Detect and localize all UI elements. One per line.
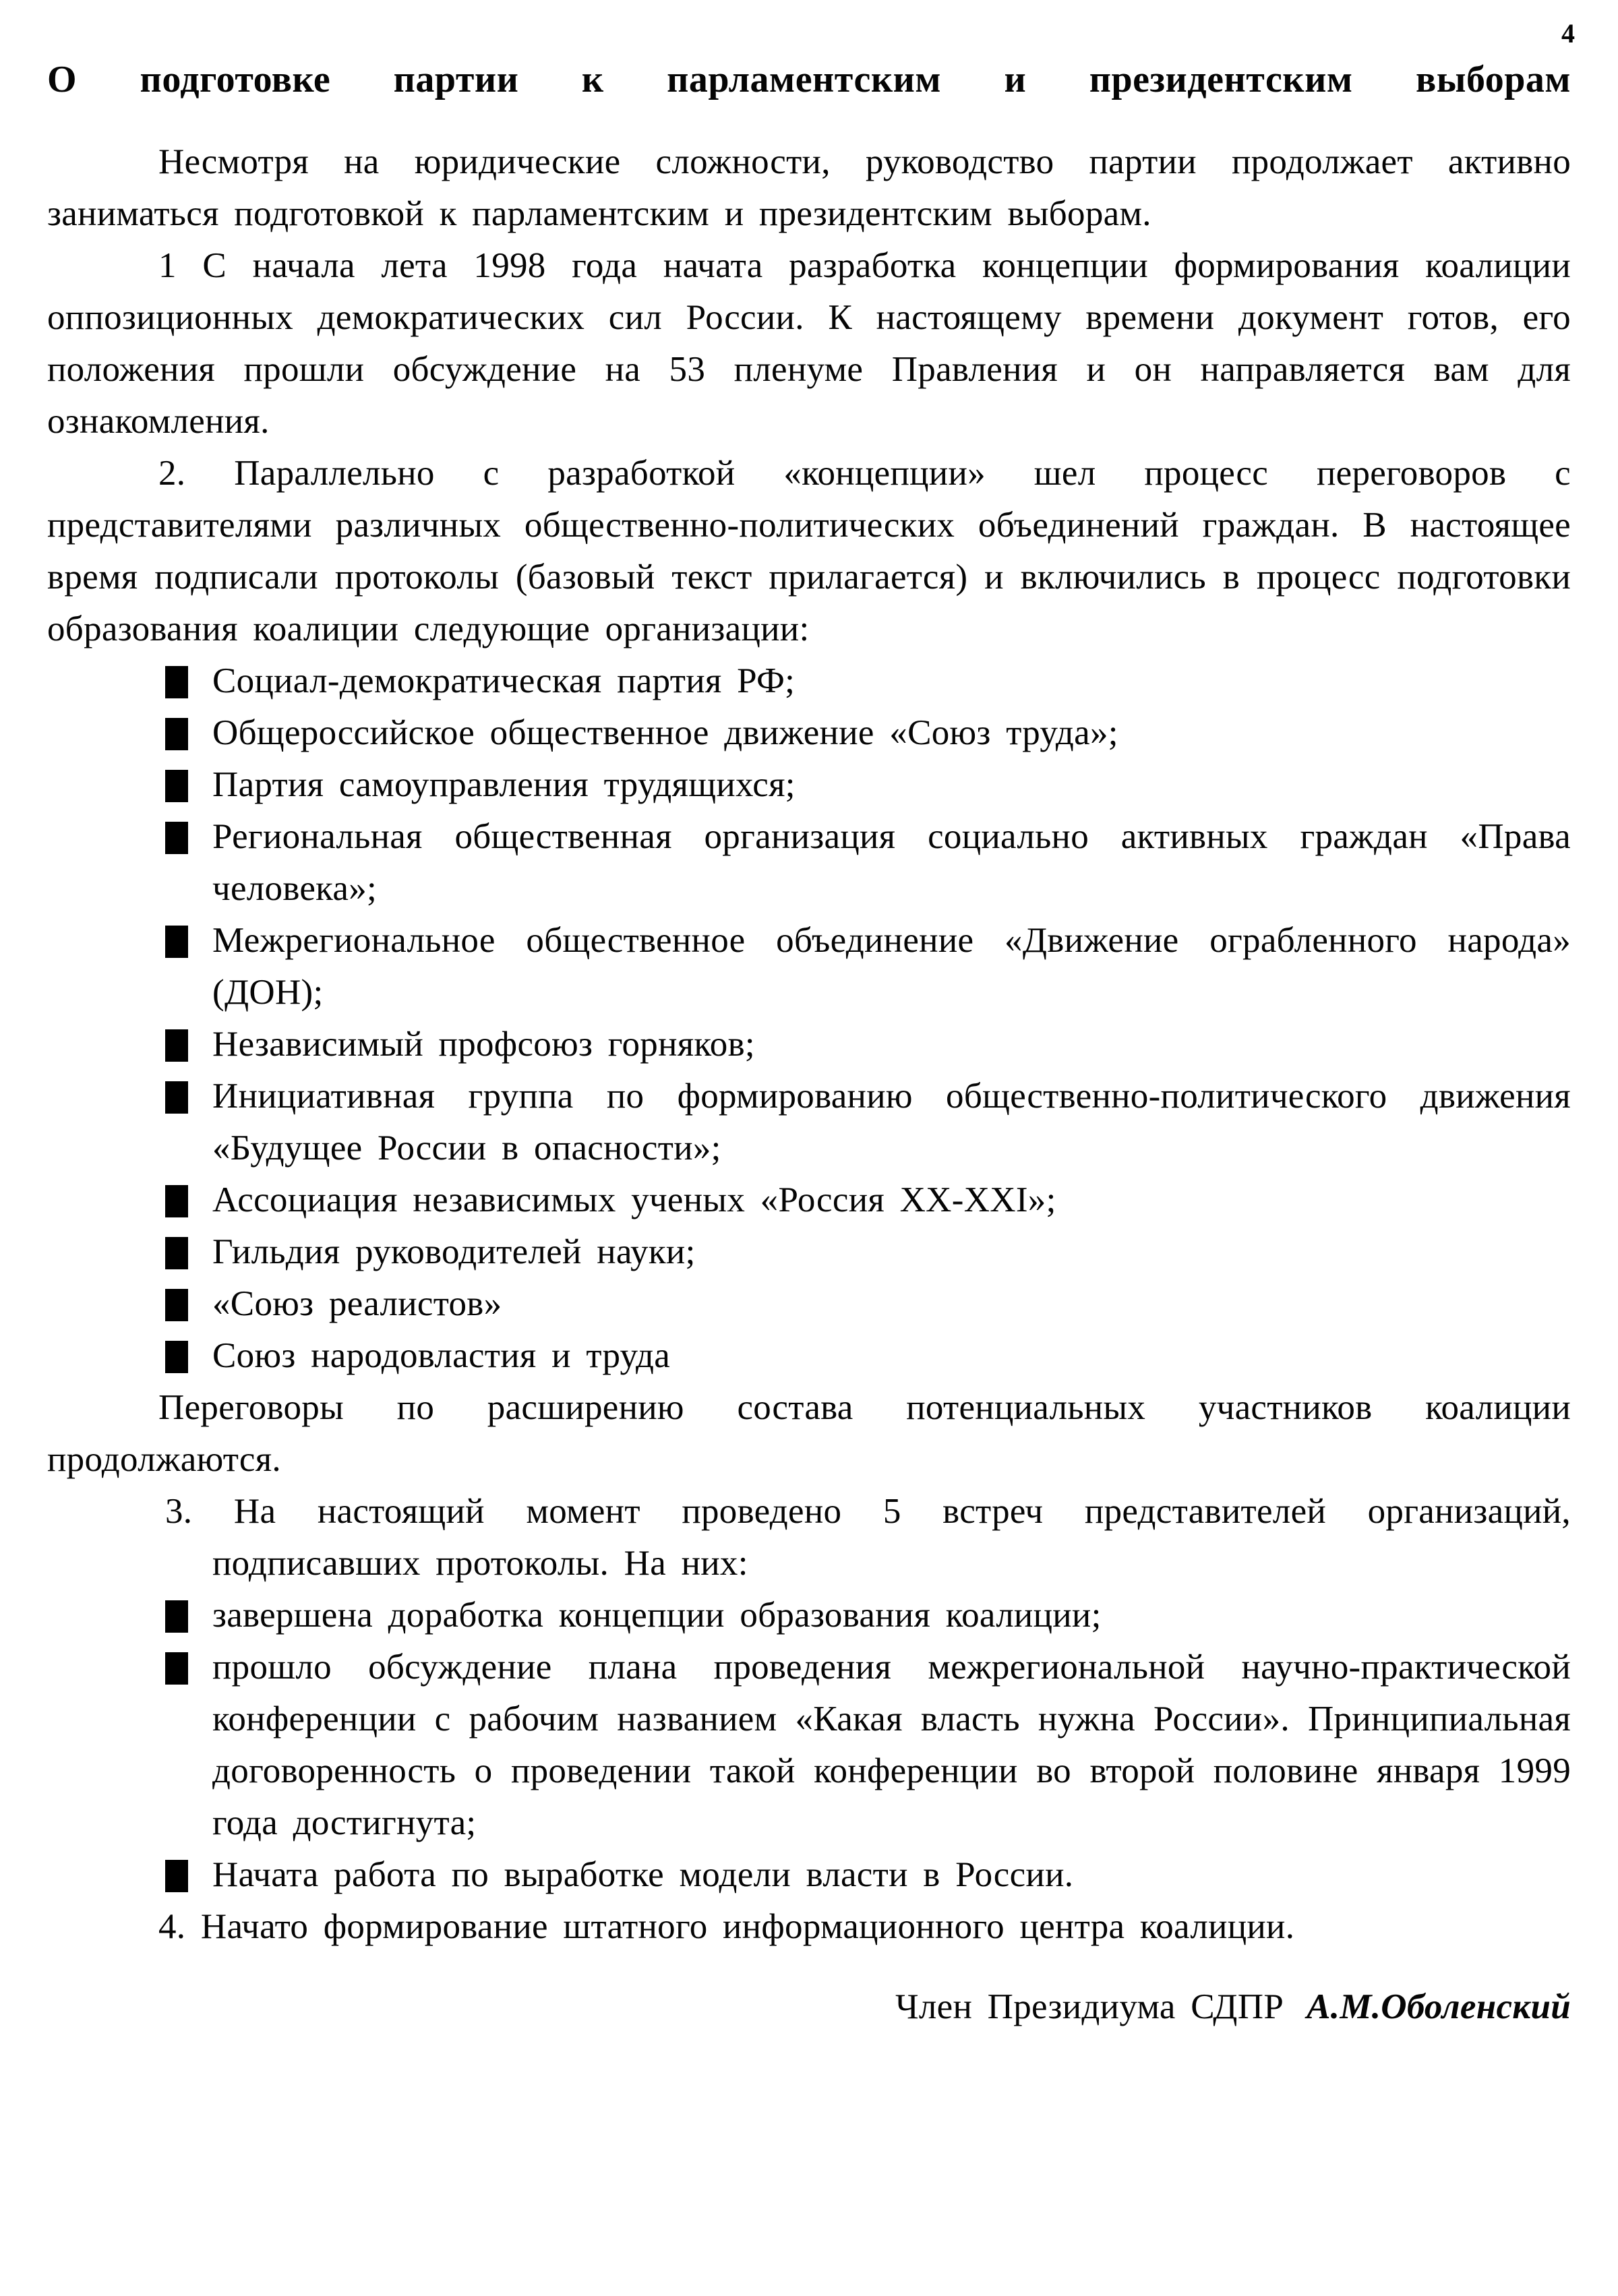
signature-line <box>47 1981 1571 2033</box>
paragraph-1: 1 С начала лета 1998 года начата разработка концепции формирования коалиции оппозиционных демократических сил России. К настоящему времени документ готов, его положения прошли обсуждение на 53 пленуме Правления и он направляется вам для ознакомления. <box>47 246 1571 441</box>
bullet-square-icon <box>165 1237 188 1269</box>
bullet-square-icon <box>165 1341 188 1373</box>
bullet-square-icon <box>165 1185 188 1217</box>
bullet-square-icon <box>165 666 188 698</box>
list-item <box>212 1278 1571 1330</box>
list-item <box>212 811 1571 915</box>
bullet-square-icon <box>165 718 188 750</box>
list-item <box>212 1019 1571 1070</box>
document-title: О подготовке партии к парламентским и президентским выборам <box>47 59 1571 100</box>
paragraph-4: 4. Начато формирование штатного информационного центра коалиции. <box>158 1907 1295 1946</box>
list-item-text: прошло обсуждение плана проведения межрегиональной научно-практической конференции с рабочим названием «Какая власть нужна России». Принципиальная договоренность о проведении такой конференции во второй половине января 1999 года достигнута; <box>212 1648 1571 1842</box>
list-item <box>212 1226 1571 1278</box>
list-item-text: Независимый профсоюз горняков; <box>212 1025 755 1064</box>
bullet-square-icon <box>165 1860 188 1892</box>
paragraph-intro: Несмотря на юридические сложности, руководство партии продолжает активно заниматься подготовкой к парламентским и президентским выборам. <box>47 142 1571 233</box>
list-item-text: Региональная общественная организация социально активных граждан «Права человека»; <box>212 817 1571 908</box>
list-item <box>212 1330 1571 1382</box>
list-item <box>212 915 1571 1019</box>
list-item-text: Инициативная группа по формированию общественно-политического движения «Будущее России в опасности»; <box>212 1077 1571 1168</box>
list-item-text: Ассоциация независимых ученых «Россия XX-XXI»; <box>212 1180 1056 1219</box>
list-item-text: Общероссийское общественное движение «Союз труда»; <box>212 713 1118 752</box>
bullet-square-icon <box>165 1652 188 1685</box>
bullet-square-icon <box>165 1600 188 1633</box>
bullet-square-icon <box>165 770 188 802</box>
list-item <box>212 1590 1571 1641</box>
document-body <box>47 136 1571 2033</box>
list-item <box>212 1849 1571 1901</box>
list-item <box>212 1174 1571 1226</box>
paragraph-2: 2. Параллельно с разработкой «концепции» шел процесс переговоров с представителями различных общественно-политических объединений граждан. В настоящее время подписали протоколы (базовый текст прилагается) и включились в процесс подготовки образования коалиции следующие организации: <box>47 454 1571 648</box>
list-item <box>212 1070 1571 1174</box>
meeting-results-list <box>47 1590 1571 1901</box>
list-item-text: «Союз реалистов» <box>212 1284 502 1323</box>
list-item-text: Межрегиональное общественное объединение «Движение ограбленного народа» (ДОН); <box>212 921 1571 1012</box>
list-item <box>212 655 1571 707</box>
bullet-square-icon <box>165 926 188 958</box>
bullet-square-icon <box>165 1289 188 1321</box>
list-item-text: Союз народовластия и труда <box>212 1336 671 1375</box>
paragraph-3: 3. На настоящий момент проведено 5 встреч представителей организаций, подписавших протоколы. На них: <box>165 1492 1571 1583</box>
bullet-square-icon <box>165 1081 188 1114</box>
organizations-list <box>47 655 1571 1382</box>
list-item <box>212 707 1571 759</box>
page-number: 4 <box>1561 18 1575 49</box>
list-item <box>212 1641 1571 1849</box>
list-item-text: Социал-демократическая партия РФ; <box>212 661 796 700</box>
list-item-text: Гильдия руководителей науки; <box>212 1232 696 1271</box>
list-item <box>212 759 1571 811</box>
bullet-square-icon <box>165 822 188 854</box>
list-item-text: завершена доработка концепции образования коалиции; <box>212 1596 1102 1635</box>
signature-name: А.М.Оболенский <box>1307 1987 1571 2026</box>
signature-role: Член Президиума СДПР <box>895 1987 1284 2026</box>
paragraph-negotiations: Переговоры по расширению состава потенциальных участников коалиции продолжаются. <box>47 1388 1571 1479</box>
list-item-text: Начата работа по выработке модели власти в России. <box>212 1855 1074 1894</box>
list-item-text: Партия самоуправления трудящихся; <box>212 765 796 804</box>
bullet-square-icon <box>165 1029 188 1062</box>
